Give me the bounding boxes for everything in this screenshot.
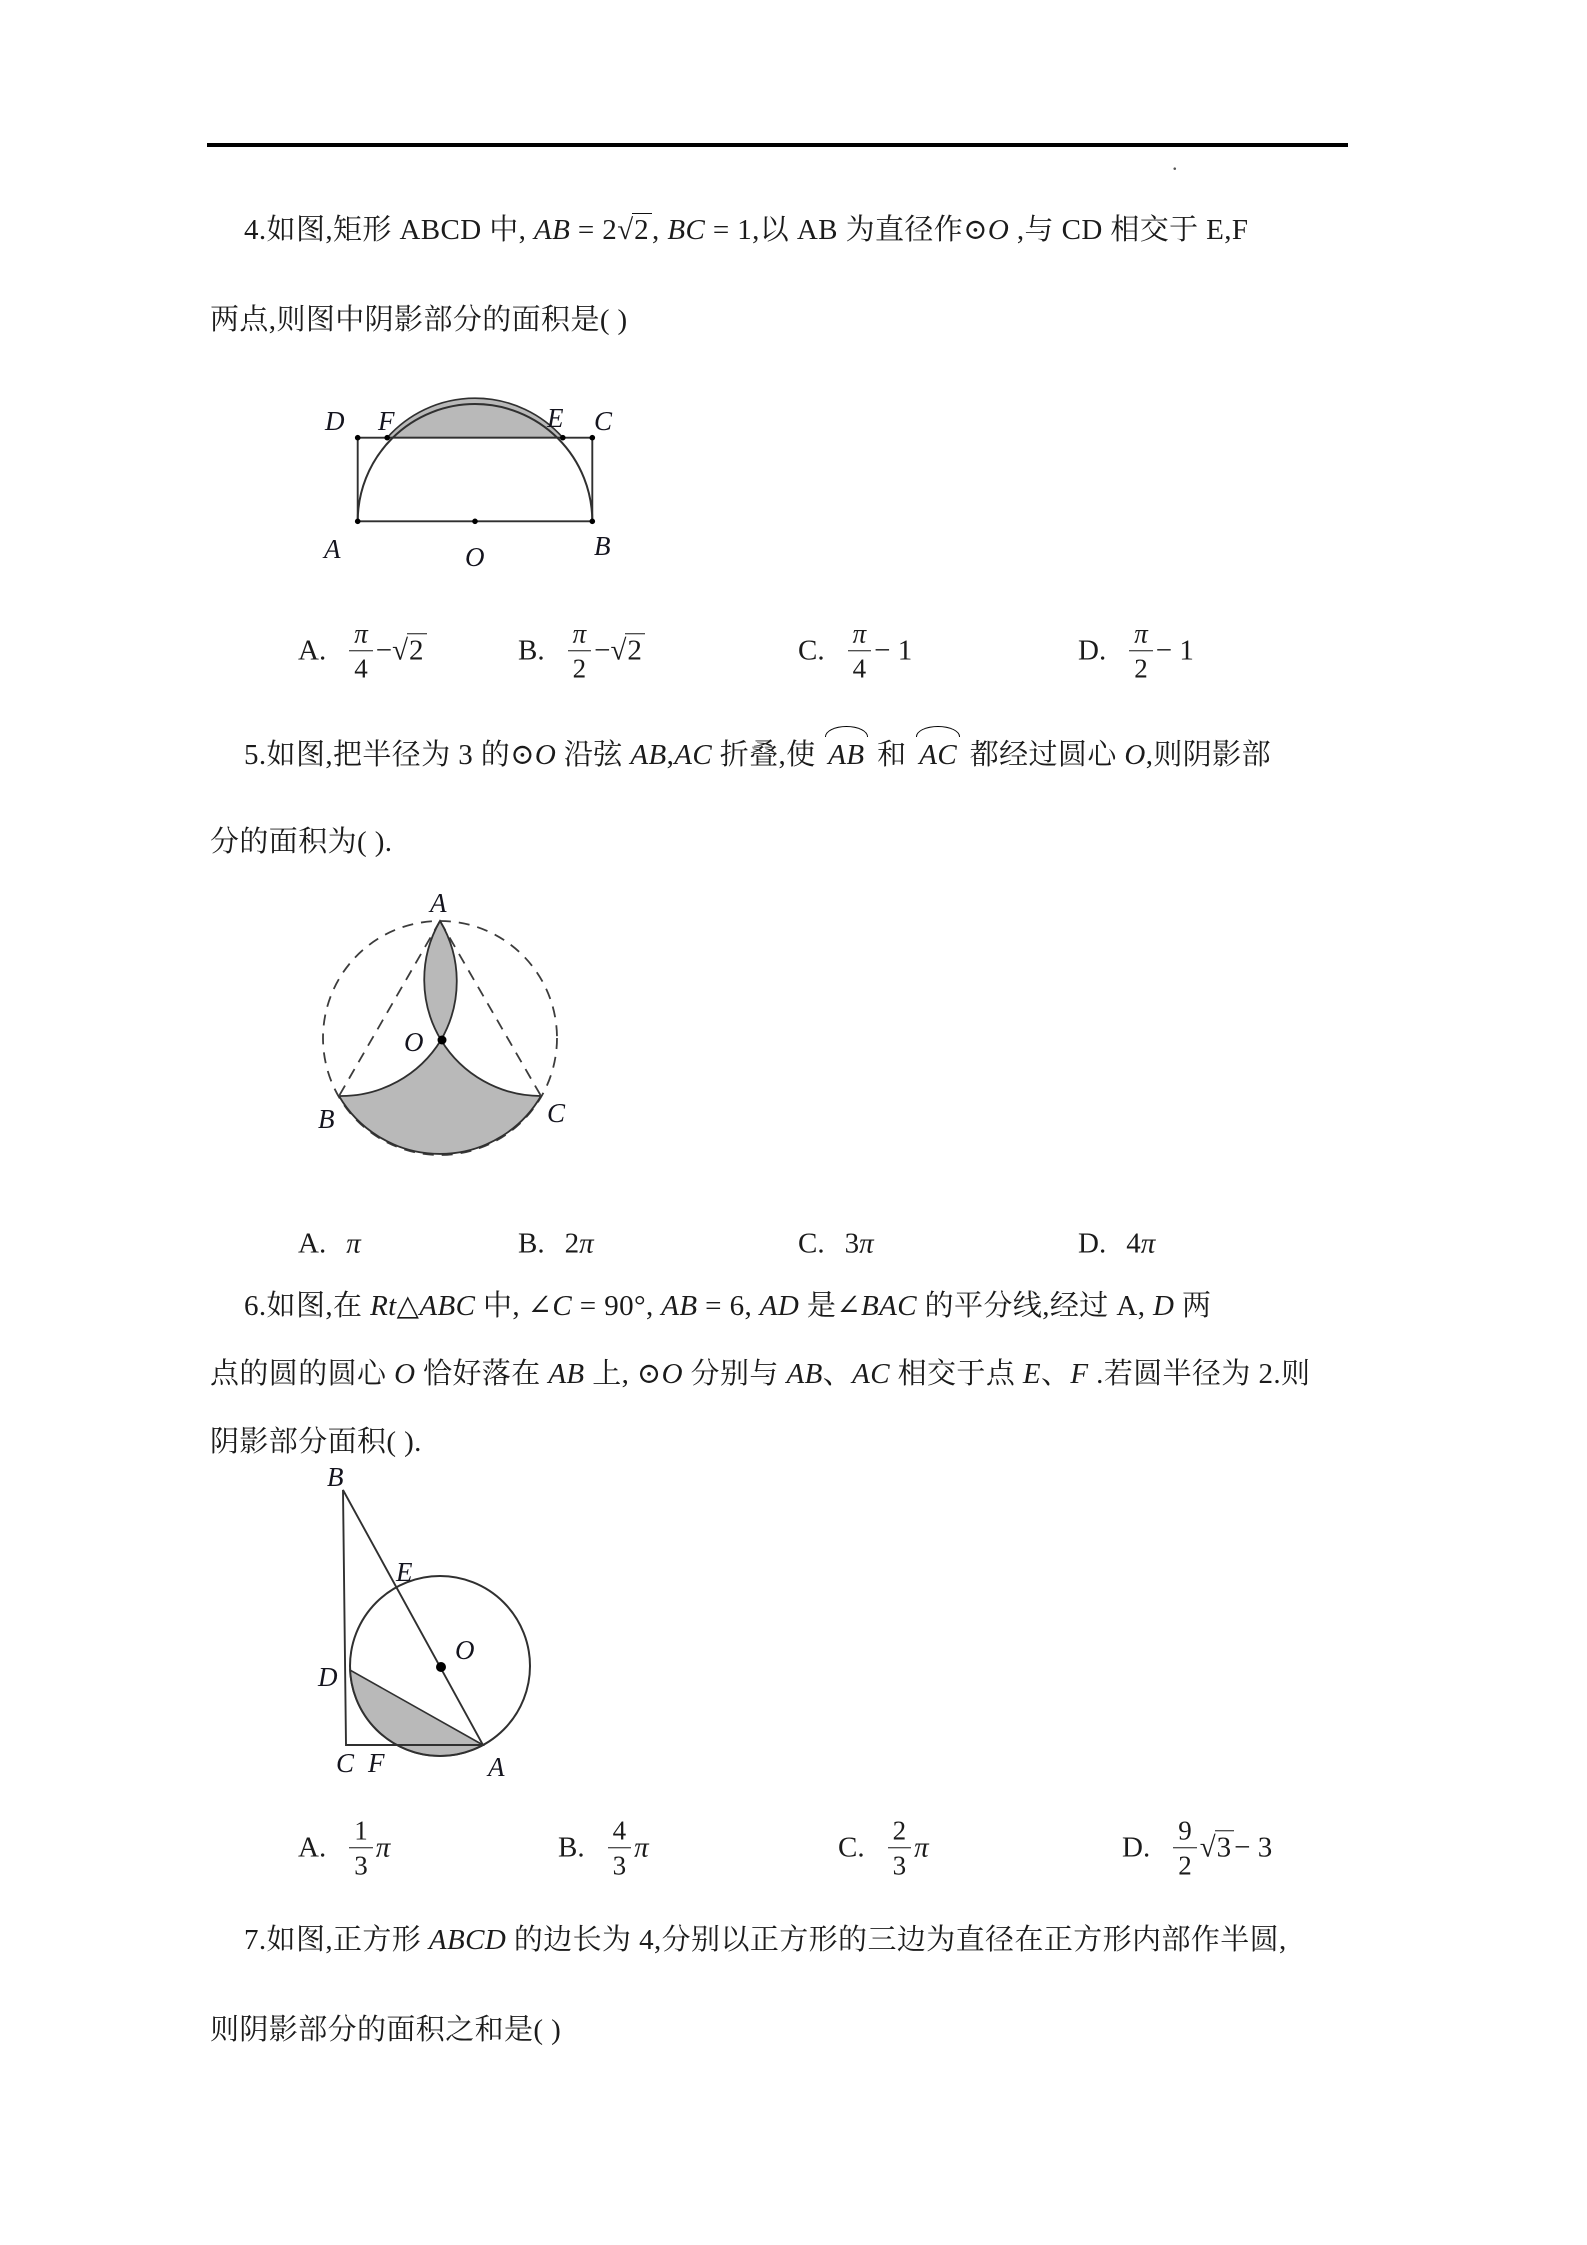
q6-option-c xyxy=(838,1815,929,1880)
option-formula: $\frac{\pi}{4}$ − √2 xyxy=(346,618,426,683)
q6-option-d xyxy=(1122,1815,1272,1880)
question-6-line-2: 点的圆的圆心 O 恰好落在 AB 上, ⊙O 分别与 AB、AC 相交于点 E、F .若圆半径为 2.则 xyxy=(210,1358,1311,1390)
option-formula: $\frac{2}{3}$ π xyxy=(885,1815,929,1880)
q4-label-b: B xyxy=(594,531,611,561)
option-letter: A. xyxy=(298,1227,327,1260)
option-formula: 4 π xyxy=(1126,1227,1156,1260)
q5-label-b: B xyxy=(318,1104,335,1134)
question-7-line-2: 则阴影部分的面积之和是( ) xyxy=(210,2014,562,2046)
q6-figure-triangle-circle xyxy=(305,1465,570,1795)
option-letter: D. xyxy=(1122,1831,1151,1864)
question-6-line-1: 6.如图,在 Rt△ABC 中, ∠C = 90°, AB = 6, AD 是∠BAC 的平分线,经过 A, D 两 xyxy=(244,1290,1212,1322)
option-letter: C. xyxy=(798,1227,825,1260)
q6-label-c: C xyxy=(336,1748,355,1778)
q5-option-b xyxy=(518,1228,594,1261)
option-letter: C. xyxy=(798,634,825,667)
q5-figure-folded-circle xyxy=(240,878,630,1210)
option-letter: C. xyxy=(838,1831,865,1864)
option-formula: $\frac{\pi}{2}$ − √2 xyxy=(565,618,645,683)
q4-label-f: F xyxy=(378,406,395,436)
q4-options-row xyxy=(210,608,1380,694)
option-letter: D. xyxy=(1078,634,1107,667)
option-formula: 3 π xyxy=(844,1227,874,1260)
q4-option-d xyxy=(1078,618,1194,683)
q5-label-a: A xyxy=(430,888,447,918)
q4-label-a: A xyxy=(324,534,341,564)
option-formula: $\frac{\pi}{4}$ − 1 xyxy=(845,618,913,683)
option-letter: D. xyxy=(1078,1227,1107,1260)
option-letter: B. xyxy=(558,1831,585,1864)
q6-label-e: E xyxy=(396,1557,413,1587)
stray-period-mark: . xyxy=(1172,150,1178,175)
option-letter: B. xyxy=(518,1227,545,1260)
q5-label-o: O xyxy=(404,1027,424,1057)
q6-label-d: D xyxy=(318,1662,338,1692)
option-formula: $\frac{9}{2}$ √3 − 3 xyxy=(1170,1815,1272,1880)
q5-option-d xyxy=(1078,1228,1155,1261)
question-6-line-3: 阴影部分面积( ). xyxy=(210,1426,422,1458)
q4-point-dots xyxy=(355,435,595,524)
q5-options-row xyxy=(210,1222,1380,1266)
question-7-line-1: 7.如图,正方形 ABCD 的边长为 4,分别以正方形的三边为直径在正方形内部作半圆, xyxy=(244,1924,1287,1956)
q6-label-f: F xyxy=(368,1748,385,1778)
option-formula: $\frac{\pi}{2}$ − 1 xyxy=(1126,618,1194,683)
q5-shaded-bottom-region xyxy=(339,1040,541,1154)
option-formula: $\frac{1}{3}$ π xyxy=(346,1815,390,1880)
q6-shaded-region xyxy=(350,1670,483,1756)
q4-label-e: E xyxy=(547,403,564,433)
q4-figure-rectangle-semicircle xyxy=(316,392,634,578)
option-formula: 2 π xyxy=(564,1227,594,1260)
q4-option-b xyxy=(518,618,645,683)
option-letter: B. xyxy=(518,634,545,667)
q5-center-dot xyxy=(438,1036,447,1045)
q5-label-c: C xyxy=(547,1098,566,1128)
q4-option-c xyxy=(798,618,912,683)
q6-option-a xyxy=(298,1815,390,1880)
q4-label-o: O xyxy=(465,542,485,572)
question-4-line-2: 两点,则图中阴影部分的面积是( ) xyxy=(210,304,628,336)
q6-option-b xyxy=(558,1815,649,1880)
option-letter: A. xyxy=(298,1831,327,1864)
q5-option-c xyxy=(798,1228,874,1261)
q6-label-a: A xyxy=(488,1752,505,1782)
q4-label-d: D xyxy=(325,406,345,436)
q5-option-a xyxy=(298,1228,361,1261)
q4-label-c: C xyxy=(594,406,613,436)
q6-label-b: B xyxy=(327,1465,344,1492)
header-rule xyxy=(207,143,1348,147)
q4-option-a xyxy=(298,618,427,683)
question-5-line-1: 5.如图,把半径为 3 的⊙O 沿弦 AB,AC 折叠,使 AB 和 AC 都经过圆心 O,则阴影部 xyxy=(210,733,1394,775)
option-formula: $\frac{4}{3}$ π xyxy=(605,1815,649,1880)
q6-center-dot xyxy=(436,1662,446,1672)
q6-options-row xyxy=(210,1800,1380,1896)
q6-label-o: O xyxy=(455,1635,475,1665)
question-4-line-1: 4.如图,矩形 ABCD 中, AB = 2√2 , BC = 1,以 AB 为直径作⊙O ,与 CD 相交于 E,F xyxy=(244,214,1249,246)
question-5-line-2: 分的面积为( ). xyxy=(210,826,393,858)
option-formula: π xyxy=(346,1227,361,1260)
option-letter: A. xyxy=(298,634,327,667)
q4-rectangle-abcd xyxy=(358,438,593,522)
